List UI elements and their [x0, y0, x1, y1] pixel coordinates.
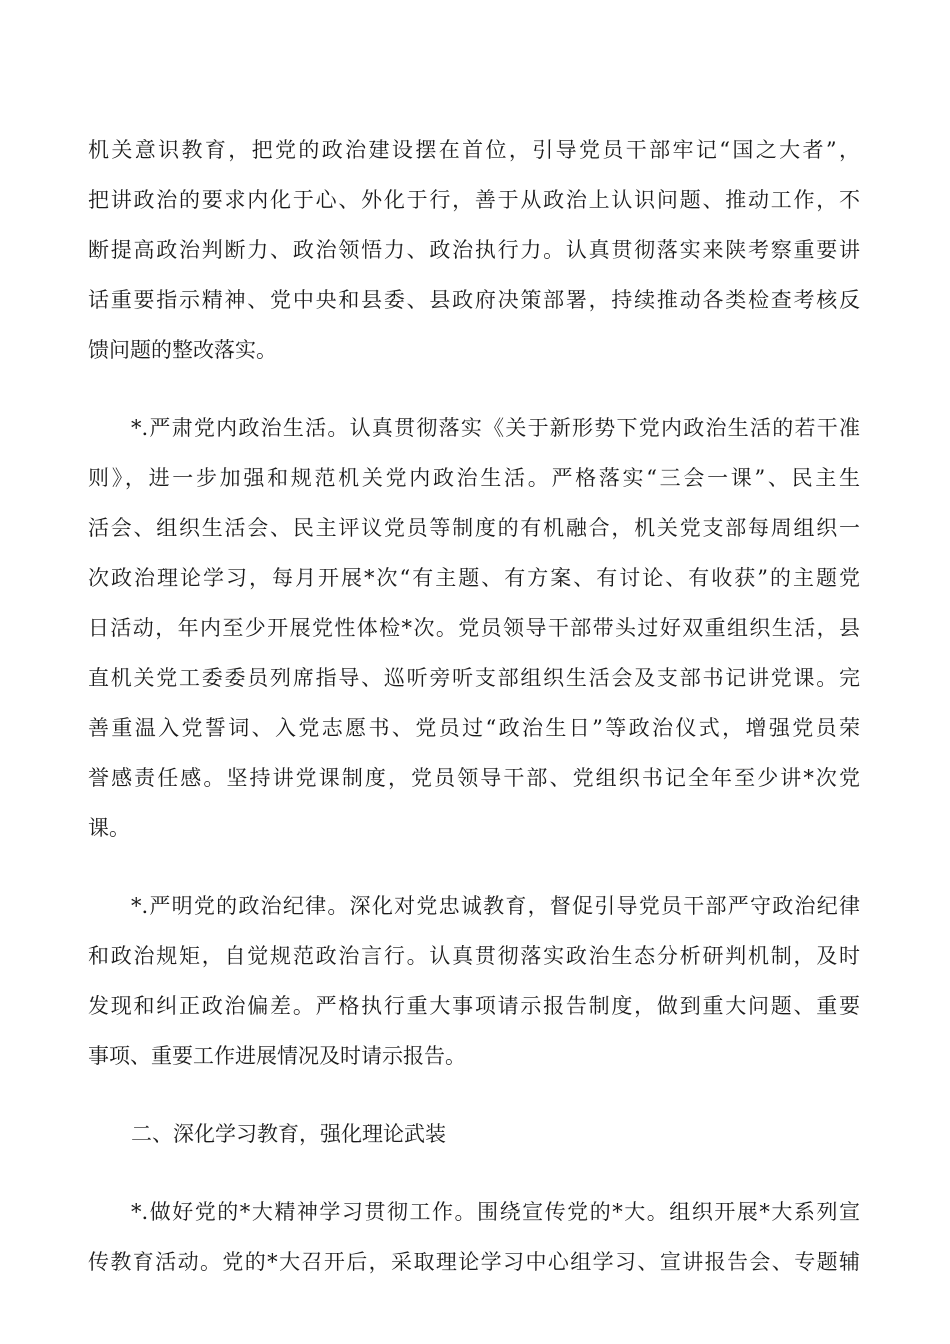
paragraph-1-line-5: 馈问题的整改落实。 [88, 338, 277, 362]
paragraph-2-line-1: *.严肃党内政治生活。认真贯彻落实《关于新形势下党内政治生活的若干准 [131, 416, 860, 440]
paragraph-2-line-5: 日活动，年内至少开展党性体检*次。党员领导干部带头过好双重组织生活，县 [88, 616, 860, 640]
paragraph-5-line-2: 传教育活动。党的*大召开后，采取理论学习中心组学习、宣讲报告会、专题辅 [88, 1250, 860, 1274]
paragraph-2-line-9: 课。 [88, 816, 130, 840]
paragraph-2-line-2: 则》，进一步加强和规范机关党内政治生活。严格落实“三会一课”、民主生 [88, 466, 860, 490]
section-heading-two: 二、深化学习教育，强化理论武装 [131, 1122, 446, 1146]
paragraph-2-line-7: 善重温入党誓词、入党志愿书、党员过“政治生日”等政治仪式，增强党员荣 [88, 716, 860, 740]
paragraph-1-line-2: 把讲政治的要求内化于心、外化于行，善于从政治上认识问题、推动工作，不 [88, 188, 860, 212]
paragraph-3-line-3: 发现和纠正政治偏差。严格执行重大事项请示报告制度，做到重大问题、重要 [88, 994, 860, 1018]
paragraph-3-line-1: *.严明党的政治纪律。深化对党忠诚教育，督促引导党员干部严守政治纪律 [131, 894, 860, 918]
paragraph-5-line-1: *.做好党的*大精神学习贯彻工作。围绕宣传党的*大。组织开展*大系列宣 [131, 1200, 860, 1224]
paragraph-2-line-6: 直机关党工委委员列席指导、巡听旁听支部组织生活会及支部书记讲党课。完 [88, 666, 860, 690]
paragraph-1-line-1: 机关意识教育，把党的政治建设摆在首位，引导党员干部牢记“国之大者”， [88, 138, 860, 162]
paragraph-2-line-8: 誉感责任感。坚持讲党课制度，党员领导干部、党组织书记全年至少讲*次党 [88, 766, 860, 790]
paragraph-3-line-4: 事项、重要工作进展情况及时请示报告。 [88, 1044, 466, 1068]
paragraph-2-line-4: 次政治理论学习，每月开展*次“有主题、有方案、有讨论、有收获”的主题党 [88, 566, 860, 590]
paragraph-3-line-2: 和政治规矩，自觉规范政治言行。认真贯彻落实政治生态分析研判机制，及时 [88, 944, 860, 968]
paragraph-1-line-4: 话重要指示精神、党中央和县委、县政府决策部署，持续推动各类检查考核反 [88, 288, 860, 312]
paragraph-1-line-3: 断提高政治判断力、政治领悟力、政治执行力。认真贯彻落实来陕考察重要讲 [88, 238, 860, 262]
paragraph-2-line-3: 活会、组织生活会、民主评议党员等制度的有机融合，机关党支部每周组织一 [88, 516, 860, 540]
